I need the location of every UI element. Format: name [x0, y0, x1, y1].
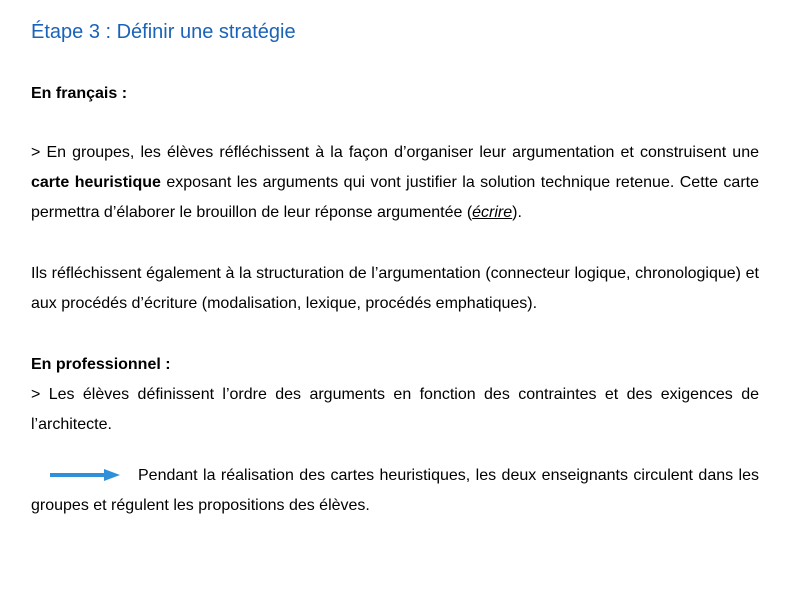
paragraph-professionnel-2: Pendant la réalisation des cartes heuristiques, les deux enseignants circulent dans les groupes et régulent les propositions des élèves. [31, 467, 759, 514]
paragraph-text: exposant les arguments qui vont justifier la solution technique retenue. Cette carte permettra d’élaborer le brouillon de leur réponse argumentée ( [31, 174, 759, 221]
section-heading-francais: En français : [31, 85, 128, 102]
ecrire-term: écrire [472, 204, 513, 221]
paragraph-text: > En groupes, les élèves réfléchissent à la façon d’organiser leur argumentation et construisent une [31, 144, 759, 161]
paragraph-text: ). [512, 204, 522, 221]
page-title: Étape 3 : Définir une stratégie [31, 21, 296, 43]
carte-heuristique-term: carte heuristique [31, 174, 161, 191]
paragraph-francais-1 [31, 138, 759, 228]
section-heading-professionnel: En professionnel : [31, 356, 171, 373]
paragraph-professionnel-1: > Les élèves définissent l’ordre des arguments en fonction des contraintes et des exigences de l’architecte. [31, 386, 759, 433]
paragraph-francais-2: Ils réfléchissent également à la structuration de l’argumentation (connecteur logique, chronologique) et aux procédés d’écriture (modalisation, lexique, procédés emphatiques). [31, 265, 759, 312]
